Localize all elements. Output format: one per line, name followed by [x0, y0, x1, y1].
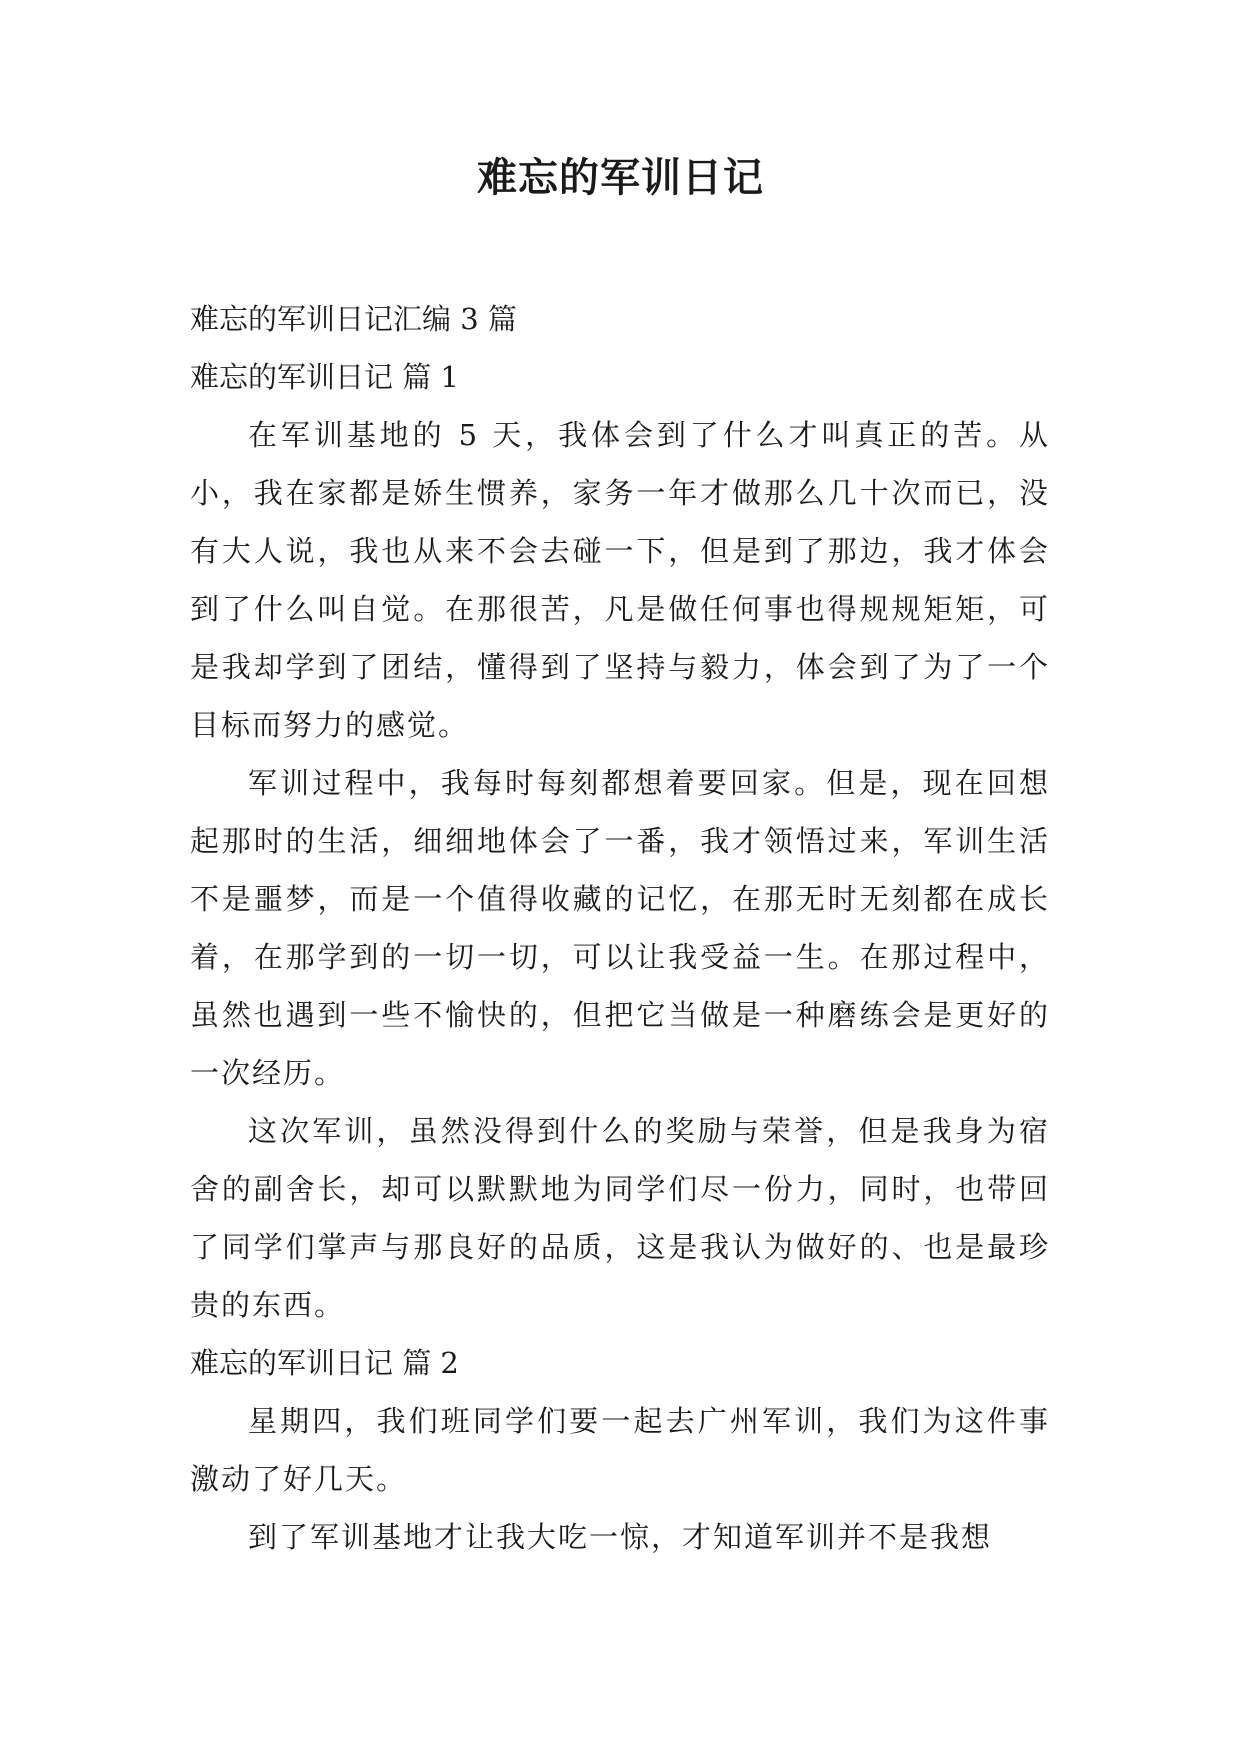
document-body: [190, 290, 1050, 1566]
body-paragraph: 军训过程中，我每时每刻都想着要回家。但是，现在回想起那时的生活，细细地体会了一番，我才领悟过来，军训生活不是噩梦，而是一个值得收藏的记忆，在那无时无刻都在成长着，在那学到的一切一切，可以让我受益一生。在那过程中，虽然也遇到一些不愉快的，但把它当做是一种磨练会是更好的一次经历。: [190, 766, 1050, 1090]
body-paragraph: 到了军训基地才让我大吃一惊，才知道军训并不是我想: [248, 1520, 993, 1554]
section-heading: 难忘的军训日记 篇 1: [190, 360, 459, 394]
document-title: 难忘的军训日记: [477, 155, 764, 201]
section-heading: 难忘的军训日记 篇 2: [190, 1346, 459, 1380]
body-paragraph: 星期四，我们班同学们要一起去广州军训，我们为这件事激动了好几天。: [190, 1404, 1050, 1496]
body-paragraph: 在军训基地的 5 天，我体会到了什么才叫真正的苦。从小，我在家都是娇生惯养，家务一年才做那么几十次而已，没有大人说，我也从来不会去碰一下，但是到了那边，我才体会到了什么叫自觉。在那很苦，凡是做任何事也得规规矩矩，可是我却学到了团结，懂得到了坚持与毅力，体会到了为了一个目标而努力的感觉。: [190, 418, 1050, 742]
document-subtitle: 难忘的军训日记汇编 3 篇: [190, 302, 517, 336]
body-paragraph: 这次军训，虽然没得到什么的奖励与荣誉，但是我身为宿舍的副舍长，却可以默默地为同学们尽一份力，同时，也带回了同学们掌声与那良好的品质，这是我认为做好的、也是最珍贵的东西。: [190, 1114, 1050, 1322]
